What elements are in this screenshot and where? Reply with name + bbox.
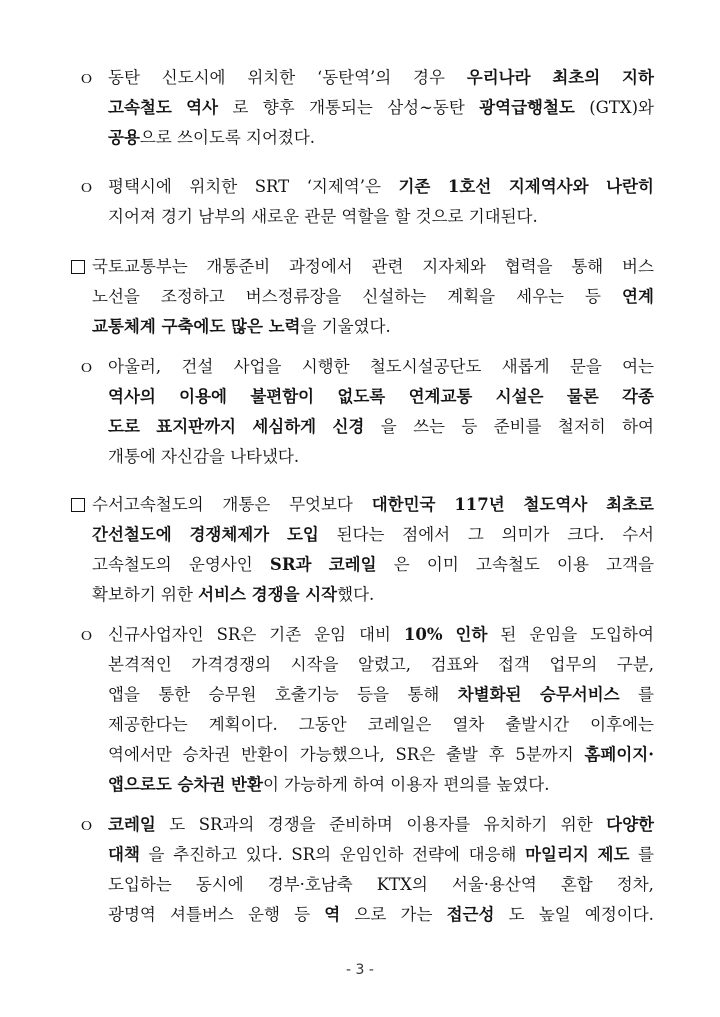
text-run: 계획을	[447, 287, 496, 306]
bold-text: 마일리지	[525, 845, 589, 864]
bold-text: 코레일	[108, 815, 156, 834]
text-run: 등	[294, 905, 311, 924]
bold-text: 지하	[622, 68, 654, 87]
circle-bullet-icon: ｏ	[78, 357, 95, 377]
text-run: 도	[508, 905, 525, 924]
bold-text: 최초의	[552, 68, 601, 87]
bold-text: 간선철도에	[92, 525, 172, 544]
text-run: 아울러,	[108, 357, 162, 376]
text-run: 혼합	[560, 875, 593, 894]
text-run: 향후	[262, 98, 295, 117]
text-run: 가는	[400, 905, 433, 924]
bold-text: 10%	[403, 625, 443, 644]
text-run: 통해	[407, 685, 440, 704]
bold-text: 이용에	[179, 387, 227, 406]
text-run: 그동안	[298, 715, 347, 734]
text-run: 를	[638, 845, 654, 864]
text-run: 문을	[569, 357, 602, 376]
text-run: 예정이다.	[584, 905, 654, 924]
text-line	[108, 386, 654, 408]
text-run: 수서고속철도의	[92, 495, 204, 514]
bold-text: 고속철도	[108, 98, 172, 117]
text-run: 으로	[354, 905, 387, 924]
bold-text: 시설은	[495, 387, 544, 406]
bold-text: 서비스 경쟁을 시작	[198, 585, 338, 604]
text-run: 관련	[371, 257, 404, 276]
circle-bullet-icon: ｏ	[78, 625, 95, 645]
text-run: 을 기울였다.	[300, 317, 391, 336]
text-run: 유치하기	[483, 815, 548, 834]
text-run: 호출기능	[274, 685, 339, 704]
text-run: 코레일은	[367, 715, 432, 734]
circle-bullet-icon: ｏ	[78, 177, 95, 197]
text-run: 검표와	[430, 655, 479, 674]
text-run: 이후에는	[590, 715, 654, 734]
text-run: 높일	[538, 905, 571, 924]
text-run: SR과의	[198, 815, 255, 834]
text-run: 협력을	[504, 257, 553, 276]
text-run: 대응해	[468, 845, 517, 864]
circle-bullet-icon: ｏ	[78, 68, 95, 88]
text-run: 신규사업자인	[108, 625, 204, 644]
text-run: 철저히	[557, 417, 606, 436]
text-run: 운임인하	[339, 845, 404, 864]
text-run: 여는	[622, 357, 654, 376]
text-run: 을	[148, 845, 165, 864]
text-run: 셔틀버스	[170, 905, 234, 924]
bold-text: 기존	[398, 177, 431, 196]
text-run: 로	[232, 98, 249, 117]
text-line	[108, 67, 654, 89]
text-run: 후	[488, 745, 505, 764]
text-run: 수서	[622, 525, 654, 544]
bold-text: 앱으로도 승차권 반환	[108, 775, 263, 794]
text-run: 앱을	[108, 685, 140, 704]
text-run: 동시에	[195, 875, 244, 894]
text-line	[108, 446, 299, 468]
bold-text: 표지판까지	[156, 417, 236, 436]
text-line	[108, 814, 654, 836]
text-line	[108, 176, 654, 198]
text-run: 등	[585, 287, 601, 306]
bold-text: 물론	[566, 387, 599, 406]
bold-text: 도입	[286, 525, 319, 544]
text-line	[108, 127, 315, 149]
text-run: KTX의	[376, 875, 428, 894]
text-run: ‘동탄역’의	[316, 68, 392, 87]
text-run: 본격적인	[108, 655, 172, 674]
text-run: 개통은	[222, 495, 271, 514]
text-line	[108, 654, 654, 676]
text-line	[92, 494, 654, 516]
text-run: 접객	[498, 655, 530, 674]
square-bullet-icon	[71, 498, 85, 512]
bold-text: 대한민국	[371, 495, 436, 514]
text-line	[92, 584, 374, 606]
text-line	[108, 416, 654, 438]
text-run: SR의	[291, 845, 332, 864]
text-run: 삼성∼동탄	[387, 98, 465, 117]
bold-text: 도로	[108, 417, 140, 436]
text-run: 은	[393, 555, 410, 574]
text-run: 서울·용산역	[451, 875, 537, 894]
text-run: 을	[380, 417, 397, 436]
text-run: 지어져 경기 남부의 새로운 관문 역할을 할 것으로 기대된다.	[108, 207, 538, 226]
bold-text: 철도역사	[523, 495, 588, 514]
text-run: 고속철도	[476, 555, 540, 574]
text-run: 전략에	[412, 845, 460, 864]
text-run: 신도시에	[161, 68, 226, 87]
bold-text: 인하	[455, 625, 488, 644]
bold-text: 접근성	[446, 905, 495, 924]
bold-text: 역사의	[108, 387, 156, 406]
text-line	[108, 714, 654, 736]
text-line	[92, 316, 391, 338]
text-run: 조정하고	[160, 287, 225, 306]
bold-text: 공용	[108, 128, 140, 147]
text-run: 버스정류장을	[245, 287, 342, 306]
text-run: 개통되는	[309, 98, 373, 117]
text-run: 를	[638, 685, 654, 704]
text-run: 의미가	[501, 525, 550, 544]
text-run: SRT	[254, 177, 290, 196]
text-line	[108, 844, 654, 866]
text-line	[108, 774, 549, 796]
text-run: 운영사인	[188, 555, 253, 574]
text-run: 이용자를	[406, 815, 471, 834]
text-run: 운임을	[529, 625, 578, 644]
text-run: 위치한	[189, 177, 238, 196]
text-line	[108, 624, 654, 646]
text-run: 경쟁을	[267, 815, 316, 834]
text-run: 과정에서	[288, 257, 353, 276]
bold-text: 승무서비스	[539, 685, 620, 704]
text-run: 확보하기 위한	[92, 585, 199, 604]
text-line	[108, 744, 654, 766]
bold-text: 신경	[332, 417, 365, 436]
bold-text: 역	[324, 905, 341, 924]
text-run: 승무원	[208, 685, 257, 704]
text-run: 등을	[357, 685, 389, 704]
bold-text: 불편함이	[250, 387, 315, 406]
bold-text: 경쟁체제가	[189, 525, 270, 544]
text-run: 시행한	[301, 357, 350, 376]
text-run: 했다.	[337, 585, 375, 604]
text-run: 이용	[557, 555, 589, 574]
text-run: 경부·호남축	[267, 875, 353, 894]
text-run: SR은	[216, 625, 257, 644]
text-run: 철도시설공단도	[369, 357, 482, 376]
text-run: 시작을	[290, 655, 339, 674]
text-run: 버스	[622, 257, 654, 276]
text-run: 대비	[359, 625, 391, 644]
text-run: 크다.	[567, 525, 605, 544]
text-run: 쓰는	[413, 417, 445, 436]
text-line	[108, 904, 654, 926]
text-run: 운행	[248, 905, 280, 924]
text-run: 역에서만	[108, 745, 172, 764]
bold-text: 지제역사와	[508, 177, 589, 196]
text-run: 정차,	[616, 875, 654, 894]
text-line	[92, 554, 654, 576]
text-run: 동탄	[108, 68, 140, 87]
text-run: 반환이	[241, 745, 289, 764]
text-run: 신설하는	[362, 287, 427, 306]
text-run: 지자체와	[422, 257, 486, 276]
text-run: 출발시간	[505, 715, 570, 734]
bold-text: 코레일	[328, 555, 377, 574]
text-run: 세우는	[516, 287, 564, 306]
bold-text: 교통체계 구축에도 많은 노력	[92, 317, 301, 336]
page-number: - 3 -	[346, 962, 374, 978]
text-run: 도입하여	[590, 625, 654, 644]
bold-text: 제도	[597, 845, 630, 864]
text-line	[92, 256, 654, 278]
text-run: 기존	[269, 625, 302, 644]
text-run: 가격경쟁의	[191, 655, 272, 674]
text-line	[108, 206, 538, 228]
bold-text: 광역급행철도	[479, 98, 575, 117]
text-run: 알렸고,	[357, 655, 412, 674]
text-run: 개통준비	[206, 257, 271, 276]
text-run: 준비를	[493, 417, 542, 436]
text-run: 노선을	[92, 287, 140, 306]
text-line	[108, 356, 654, 378]
text-run: 된	[500, 625, 517, 644]
bold-text: 세심하게	[252, 417, 317, 436]
text-run: 가능했으나,	[299, 745, 385, 764]
text-run: 광명역	[108, 905, 156, 924]
text-run: SR은	[395, 745, 436, 764]
text-run: 건설	[181, 357, 214, 376]
circle-bullet-icon: ｏ	[78, 815, 95, 835]
bold-text: 홈페이지·	[584, 745, 654, 764]
bold-text: 1호선	[447, 177, 492, 196]
bold-text: 없도록	[337, 387, 386, 406]
text-run: 으로 쓰이도록 지어졌다.	[139, 128, 316, 147]
text-run: 평택시에	[108, 177, 172, 196]
text-run: 통한	[158, 685, 191, 704]
text-run: 운임	[314, 625, 347, 644]
bold-text: 연계교통	[408, 387, 473, 406]
bold-text: 각종	[622, 387, 654, 406]
text-run: 구분,	[616, 655, 654, 674]
bold-text: 최초로	[606, 495, 654, 514]
text-run: 개통에 자신감을 나타냈다.	[108, 447, 300, 466]
text-run: 새롭게	[501, 357, 550, 376]
text-run: 국토교통부는	[92, 257, 188, 276]
text-run: 무엇보다	[289, 495, 353, 514]
bold-text: 다양한	[606, 815, 654, 834]
text-run: 승차권	[182, 745, 231, 764]
text-run: 계획이다.	[208, 715, 278, 734]
text-run: 출발	[445, 745, 478, 764]
text-run: 제공한다는	[108, 715, 188, 734]
text-run: 그	[467, 525, 484, 544]
text-run: 위치한	[247, 68, 296, 87]
text-run: 이미	[426, 555, 459, 574]
text-run: ‘지제역’은	[306, 177, 381, 196]
text-run: 도입하는	[108, 875, 172, 894]
text-line	[108, 97, 654, 119]
text-line	[108, 684, 654, 706]
text-run: 5분까지	[515, 745, 574, 764]
text-run: 된다는	[336, 525, 385, 544]
text-run: 위한	[560, 815, 593, 834]
text-run: 통해	[571, 257, 604, 276]
bold-text: 117년	[454, 495, 505, 514]
text-run: 등	[461, 417, 478, 436]
text-run: 사업을	[233, 357, 282, 376]
text-run: 있다.	[245, 845, 283, 864]
text-run: 고객을	[606, 555, 654, 574]
text-line	[108, 874, 654, 896]
square-bullet-icon	[71, 260, 85, 274]
bold-text: 역사	[186, 98, 219, 117]
text-run: 점에서	[402, 525, 451, 544]
text-run: 이 가능하게 하여 이용자 편의를 높였다.	[262, 775, 550, 794]
text-run: 준비하며	[329, 815, 393, 834]
text-run: 하여	[622, 417, 654, 436]
text-line	[92, 286, 654, 308]
bold-text: 차별화된	[457, 685, 522, 704]
bold-text: 연계	[622, 287, 654, 306]
bold-text: 나란히	[606, 177, 654, 196]
text-run: 열차	[452, 715, 485, 734]
bold-text: 대책	[108, 845, 140, 864]
text-line	[92, 524, 654, 546]
bold-text: SR과	[269, 555, 312, 574]
text-run: (GTX)와	[589, 98, 654, 117]
text-run: 고속철도의	[92, 555, 172, 574]
bold-text: 우리나라	[466, 68, 531, 87]
text-run: 경우	[413, 68, 445, 87]
text-run: 도	[169, 815, 186, 834]
text-run: 추진하고	[173, 845, 237, 864]
text-run: 업무의	[549, 655, 598, 674]
